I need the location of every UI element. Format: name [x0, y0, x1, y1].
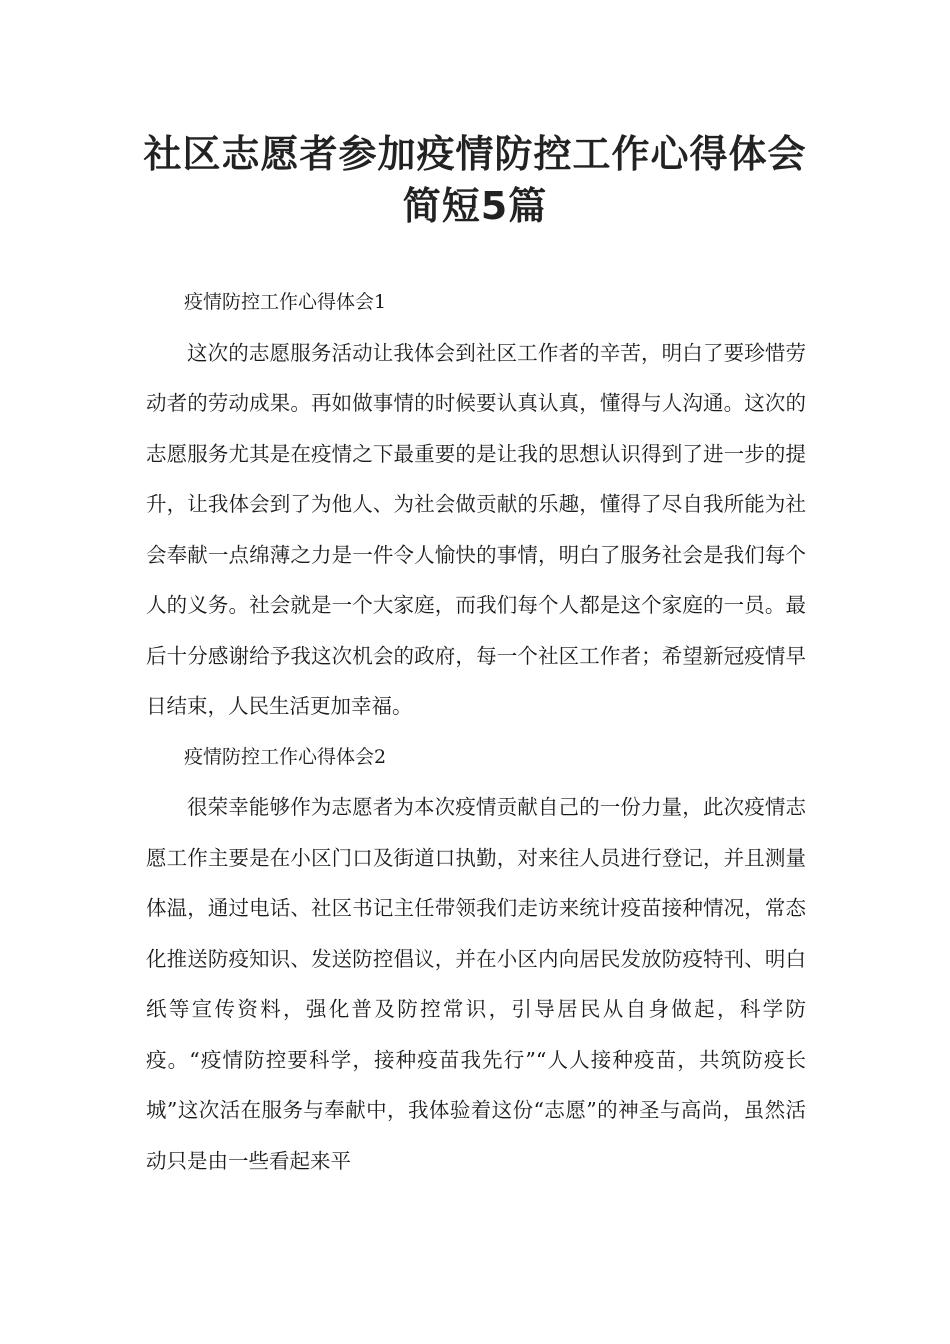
section-2-paragraph: 很荣幸能够作为志愿者为本次疫情贡献自己的一份力量，此次疫情志愿工作主要是在小区门口及街道口执勤，对来往人员进行登记，并且测量体温，通过电话、社区书记主任带领我们走访来统计疫苗接种情况，常态化推送防疫知识、发送防控倡议，并在小区内向居民发放防疫特刊、明白纸等宣传资料，强化普及防控常识，引导居民从自身做起，科学防疫。“疫情防控要科学，接种疫苗我先行”“人人接种疫苗，共筑防疫长城”这次活在服务与奉献中，我体验着这份“志愿”的神圣与高尚，虽然活动只是由一些看起来平	[146, 795, 806, 1173]
document-title	[100, 128, 850, 232]
document-title-line-2: 简短5篇	[402, 184, 548, 228]
section-1-heading: 疫情防控工作心得体会1	[184, 291, 387, 313]
document-body	[146, 277, 806, 1186]
document-title-line-1: 社区志愿者参加疫情防控工作心得体会	[143, 132, 807, 176]
section-2-heading: 疫情防控工作心得体会2	[184, 745, 387, 768]
section-1-paragraph: 这次的志愿服务活动让我体会到社区工作者的辛苦，明白了要珍惜劳动者的劳动成果。再如做事情的时候要认真认真，懂得与人沟通。这次的志愿服务尤其是在疫情之下最重要的是让我的思想认识得到了进一步的提升，让我体会到了为他人、为社会做贡献的乐趣，懂得了尽自我所能为社会奉献一点绵薄之力是一件令人愉快的事情，明白了服务社会是我们每个人的义务。社会就是一个大家庭，而我们每个人都是这个家庭的一员。最后十分感谢给予我这次机会的政府，每一个社区工作者；希望新冠疫情早日结束，人民生活更加幸福。	[146, 340, 806, 718]
